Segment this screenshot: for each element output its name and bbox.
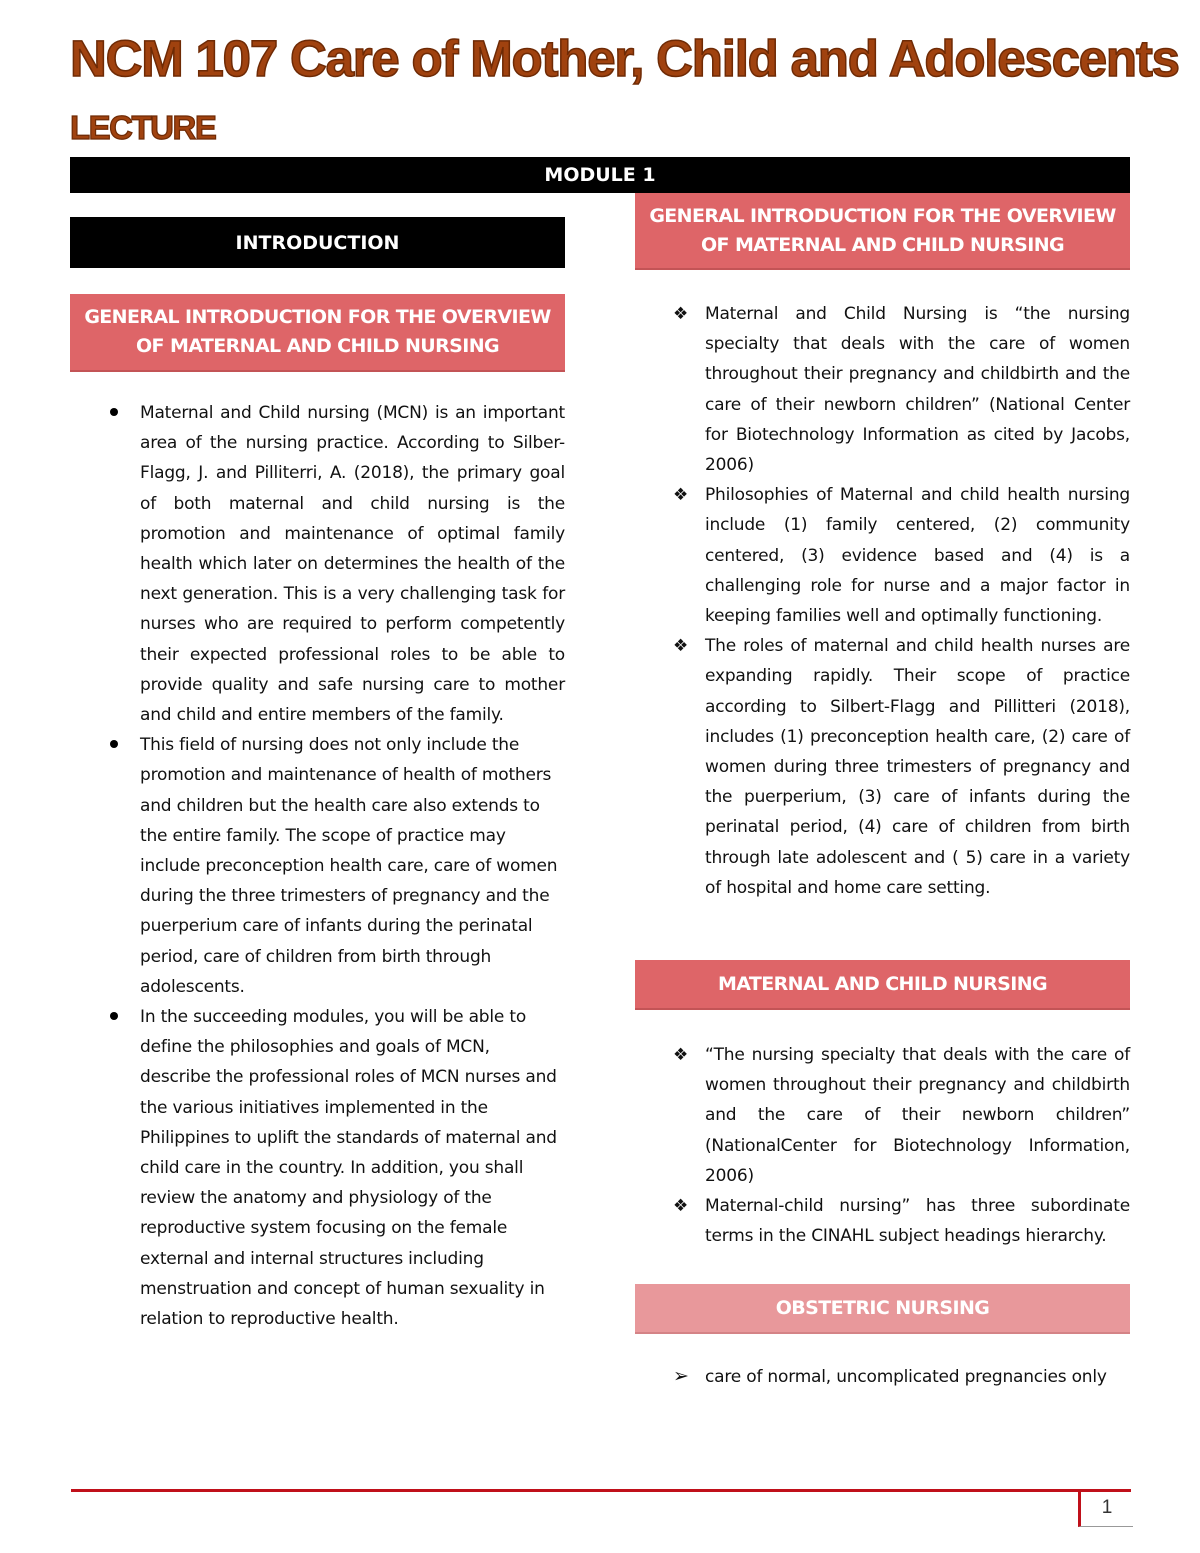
introduction-heading: INTRODUCTION	[235, 231, 400, 254]
list-item: ❖ Maternal-child nursing” has three subordinate terms in the CINAHL subject headings hierarchy.	[635, 1191, 1130, 1251]
footer-rule	[71, 1489, 1131, 1492]
list-item: Maternal and Child nursing (MCN) is an important area of the nursing practice. According to Silber-Flagg, J. and Pilliterri, A. (2018), the primary goal of both maternal and child nursing is the promotion and maintenance of optimal family health which later on determines the health of the next generation. This is a very challenging task for nurses who are required to perform competently their expected professional roles to be able to provide quality and safe nursing care to mother and child and entire members of the family.	[70, 398, 565, 730]
list-item: This field of nursing does not only include the promotion and maintenance of health of mothers and children but the health care also extends to the entire family. The scope of practice may include preconception health care, care of women during the three trimesters of pregnancy and the puerperium care of infants during the perinatal period, care of children from birth through adolescents.	[70, 730, 565, 1002]
diamond-bullet-icon: ❖	[673, 1045, 689, 1065]
list-item: ❖ Maternal and Child Nursing is “the nursing specialty that deals with the care of women throughout their pregnancy and childbirth and the care of their newborn children” (National Center for Biotechnology Information as cited by Jacobs, 2006)	[635, 299, 1130, 480]
document-title: NCM 107 Care of Mother, Child and Adolescents	[70, 30, 1179, 87]
obstetric-list	[635, 1362, 1130, 1392]
right-general-intro-list	[635, 299, 1130, 903]
mcn-title: MATERNAL AND CHILD NURSING	[717, 972, 1048, 995]
module-label: MODULE 1	[544, 164, 656, 186]
list-item: In the succeeding modules, you will be able to define the philosophies and goals of MCN, describe the professional roles of MCN nurses and the various initiatives implemented in the Philippines to uplift the standards of maternal and child care in the country. In addition, you shall review the anatomy and physiology of the reproductive system focusing on the female external and internal structures including menstruation and concept of human sexuality in relation to reproductive health.	[70, 1002, 565, 1334]
left-general-intro-title: GENERAL INTRODUCTION FOR THE OVERVIEW OF MATERNAL AND CHILD NURSING	[84, 306, 551, 357]
diamond-bullet-icon: ❖	[673, 304, 689, 324]
page-number: 1	[1101, 1497, 1113, 1518]
list-item: ➢ care of normal, uncomplicated pregnancies only	[635, 1362, 1130, 1392]
module-bar	[70, 157, 1130, 193]
arrowhead-bullet-icon: ➢	[673, 1365, 689, 1387]
diamond-bullet-icon: ❖	[673, 1196, 689, 1217]
left-bullet-list	[70, 398, 565, 1334]
right-general-intro-header	[635, 193, 1130, 270]
bullet-dot-icon	[110, 408, 118, 416]
list-item: ❖ “The nursing specialty that deals with the care of women throughout their pregnancy and childbirth and the care of their newborn children” (NationalCenter for Biotechnology Information, 2006)	[635, 1040, 1130, 1191]
obstetric-title: OBSTETRIC NURSING	[775, 1296, 990, 1319]
mcn-list	[635, 1040, 1130, 1251]
diamond-bullet-icon: ❖	[673, 636, 689, 657]
bullet-dot-icon	[110, 1012, 118, 1020]
left-general-intro-header	[70, 294, 565, 372]
mcn-header	[635, 960, 1130, 1010]
page-number-box	[1078, 1490, 1133, 1527]
right-general-intro-title: GENERAL INTRODUCTION FOR THE OVERVIEW OF MATERNAL AND CHILD NURSING	[649, 204, 1116, 256]
bullet-dot-icon	[110, 740, 118, 748]
list-item: ❖ The roles of maternal and child health nurses are expanding rapidly. Their scope of practice according to Silbert-Flagg and Pillitteri (2018), includes (1) preconception health care, (2) care of women during three trimesters of pregnancy and the puerperium, (3) care of infants during the perinatal period, (4) care of children from birth through late adolescent and ( 5) care in a variety of hospital and home care setting.	[635, 631, 1130, 903]
list-item: ❖ Philosophies of Maternal and child health nursing include (1) family centered, (2) community centered, (3) evidence based and (4) is a challenging role for nurse and a major factor in keeping families well and optimally functioning.	[635, 480, 1130, 631]
obstetric-header	[635, 1284, 1130, 1334]
introduction-bar	[70, 217, 565, 268]
diamond-bullet-icon: ❖	[673, 485, 689, 506]
document-subtitle: LECTURE	[70, 109, 216, 146]
